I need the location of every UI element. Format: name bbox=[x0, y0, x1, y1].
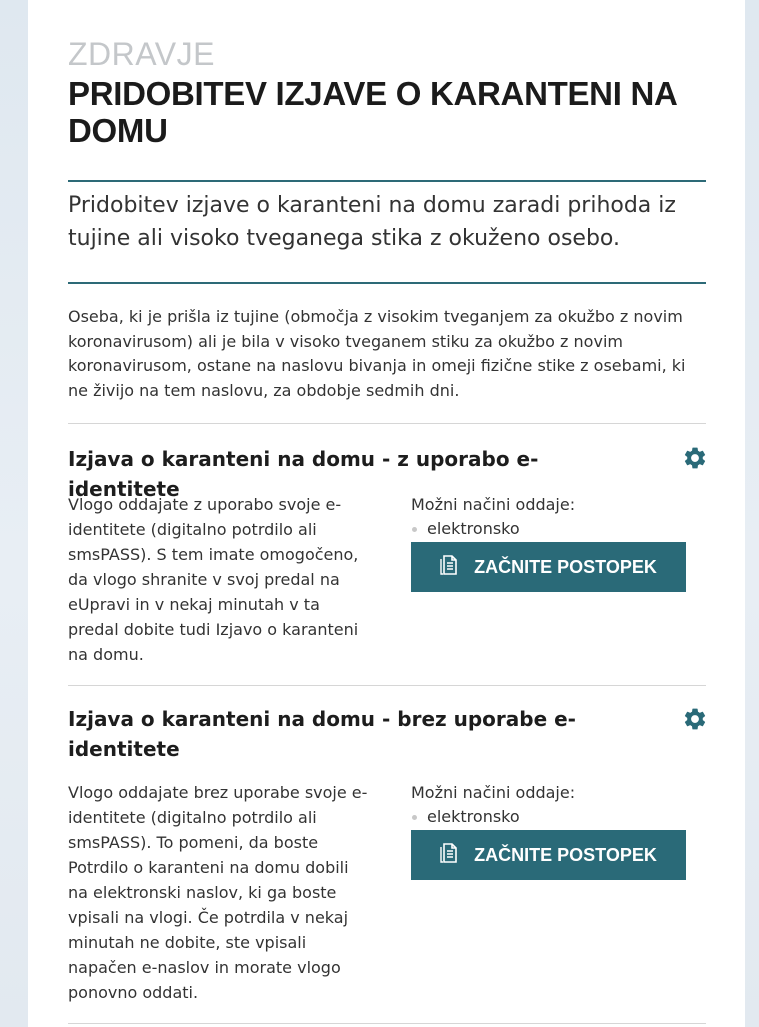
method-label: elektronsko bbox=[427, 519, 520, 538]
page-panel bbox=[28, 0, 745, 1027]
start-procedure-button[interactable] bbox=[411, 542, 686, 592]
procedure-description: Vlogo oddajate z uporabo svoje e-identitete (digitalno potrdilo ali smsPASS). S tem imate omogočeno, da vlogo shranite v svoj predal na eUpravi in v nekaj minutah v ta predal dobite tudi Izjavo o karanteni na domu. bbox=[68, 495, 359, 664]
divider bbox=[68, 180, 706, 182]
category-label: ZDRAVJE bbox=[68, 36, 215, 72]
bullet-icon bbox=[412, 527, 417, 532]
methods-list bbox=[411, 806, 520, 828]
button-label: ZAČNITE POSTOPEK bbox=[474, 844, 657, 865]
divider bbox=[68, 1023, 706, 1024]
method-label: elektronsko bbox=[427, 807, 520, 826]
methods-list bbox=[411, 518, 520, 540]
list-item bbox=[411, 518, 520, 540]
procedure-title: Izjava o karanteni na domu - brez uporabe e-identitete bbox=[68, 707, 576, 761]
button-label: ZAČNITE POSTOPEK bbox=[474, 556, 657, 577]
divider bbox=[68, 685, 706, 686]
procedure-description: Vlogo oddajate brez uporabe svoje e-identitete (digitalno potrdilo ali smsPASS). To pomeni, da boste Potrdilo o karanteni na domu dobili na elektronski naslov, ki ga boste vpisali na vlogi. Če potrdila v nekaj minutah ne dobite, ste vpisali napačen e-naslov in morate vlogo ponovno oddati. bbox=[68, 783, 368, 1002]
divider bbox=[68, 282, 706, 284]
list-item bbox=[411, 806, 520, 828]
divider bbox=[68, 423, 706, 424]
start-procedure-button[interactable] bbox=[411, 830, 686, 880]
bullet-icon bbox=[412, 815, 417, 820]
lead-text: Pridobitev izjave o karanteni na domu zaradi prihoda iz tujine ali visoko tveganega stika z okuženo osebo. bbox=[68, 193, 676, 251]
methods-label: Možni načini oddaje: bbox=[411, 495, 576, 514]
intro-text: Oseba, ki je prišla iz tujine (območja z visokim tveganjem za okužbo z novim koronavirusom) ali je bila v visoko tveganem stiku za okužbo z novim koronavirusom, ostane na naslovu bivanja in omeji fizične stike z osebami, ki ne živijo na tem naslovu, za obdobje sedmih dni. bbox=[68, 307, 686, 400]
gear-icon[interactable] bbox=[682, 445, 708, 471]
gear-icon[interactable] bbox=[682, 706, 708, 732]
document-icon bbox=[440, 555, 460, 580]
document-icon bbox=[440, 843, 460, 868]
procedure-title: Izjava o karanteni na domu - z uporabo e-identitete bbox=[68, 447, 539, 501]
page-title: PRIDOBITEV IZJAVE O KARANTENI NA DOMU bbox=[68, 75, 677, 149]
methods-label: Možni načini oddaje: bbox=[411, 783, 576, 802]
